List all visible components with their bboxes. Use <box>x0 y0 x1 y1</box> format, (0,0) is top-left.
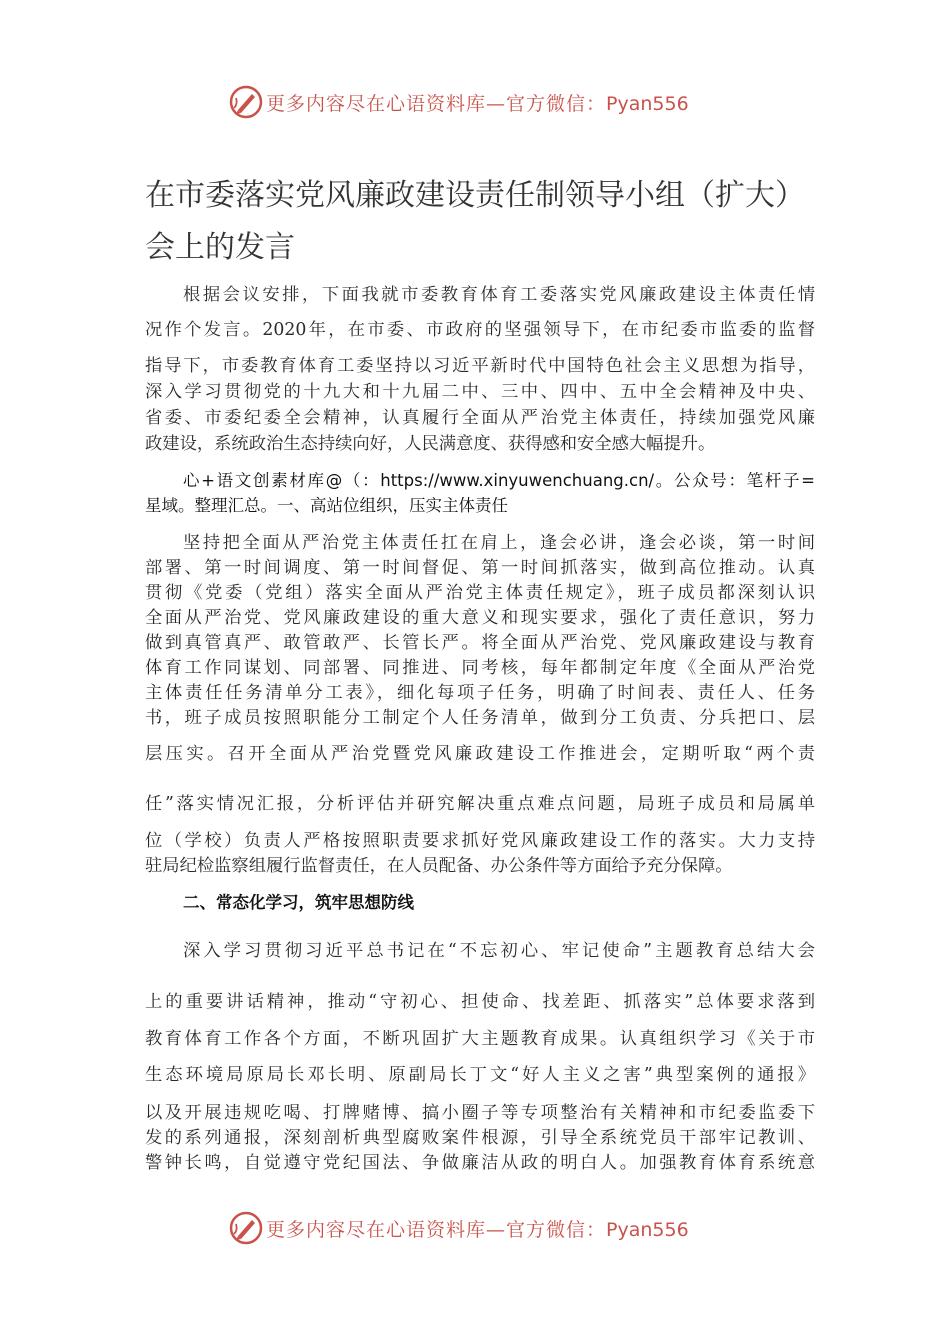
paragraph-line: 以及开展违规吃喝、打牌赌博、搞小圈子等专项整治有关精神和市纪委监委下 <box>145 1103 815 1123</box>
banner-slogan: 更多内容尽在心语资料库—官方微信： <box>266 93 607 115</box>
paragraph-line: 体育工作同谋划、同部署、同推进、同考核，每年都制定年度《全面从严治党 <box>145 658 815 678</box>
banner-handle: Pyan556 <box>606 1219 689 1241</box>
banner-slogan: 更多内容尽在心语资料库—官方微信： <box>266 1219 607 1241</box>
paragraph-line: 生态环境局原局长邓长明、原副局长丁文“好人主义之害”典型案例的通报》 <box>145 1065 815 1085</box>
section-heading-1: 星域。整理汇总。一、高站位组织，压实主体责任 <box>145 496 508 515</box>
paragraph-line: 警钟长鸣，自觉遵守党纪国法、争做廉洁从政的明白人。加强教育体育系统意 <box>145 1153 815 1173</box>
header-banner <box>0 82 950 122</box>
pen-logo-icon <box>228 84 264 120</box>
banner-text <box>266 1215 689 1242</box>
paragraph-line: 深入学习贯彻习近平总书记在“不忘初心、牢记使命”主题教育总结大会 <box>183 941 815 961</box>
paragraph-line: 贯彻《党委（党组）落实全面从严治党主体责任规定》，班子成员都深刻认识 <box>145 583 815 603</box>
paragraph-line: 省委、市委纪委全会精神，认真履行全面从严治党主体责任，持续加强党风廉 <box>145 408 815 428</box>
paragraph-line: 全面从严治党、党风廉政建设的重大意义和现实要求，强化了责任意识，努力 <box>145 608 815 628</box>
paragraph-line: 教育体育工作各个方面，不断巩固扩大主题教育成果。认真组织学习《关于市 <box>145 1029 815 1049</box>
paragraph-line: 位（学校）负责人严格按照职责要求抓好党风廉政建设工作的落实。大力支持 <box>145 831 815 851</box>
paragraph-line: 根据会议安排，下面我就市委教育体育工委落实党风廉政建设主体责任情 <box>183 285 815 305</box>
banner-handle: Pyan556 <box>606 93 689 115</box>
paragraph-line: 主体责任任务清单分工表》，细化每项子任务，明确了时间表、责任人、任务 <box>145 683 815 703</box>
paragraph-line: 做到真管真严、敢管敢严、长管长严。将全面从严治党、党风廉政建设与教育 <box>145 633 815 653</box>
paragraph-line: 指导下，市委教育体育工委坚持以习近平新时代中国特色社会主义思想为指导， <box>145 356 815 376</box>
paragraph-line: 驻局纪检监察组履行监督责任，在人员配备、办公条件等方面给予充分保障。 <box>145 856 733 876</box>
paragraph-line: 书，班子成员按照职能分工制定个人任务清单，做到分工负责、分兵把口、层 <box>145 708 815 728</box>
paragraph-line: 深入学习贯彻党的十九大和十九届二中、三中、四中、五中全会精神及中央、 <box>145 382 815 402</box>
paragraph-line: 发的系列通报，深刻剖析典型腐败案件根源，引导全系统党员干部牢记教训、 <box>145 1128 815 1148</box>
paragraph-line: 上的重要讲话精神，推动“守初心、担使命、找差距、抓落实”总体要求落到 <box>145 992 815 1012</box>
document-title: 在市委落实党风廉政建设责任制领导小组（扩大）会上的发言 <box>145 178 805 265</box>
paragraph-line: 况作个发言。2020年，在市委、市政府的坚强领导下，在市纪委市监委的监督 <box>145 320 815 340</box>
pen-logo-icon <box>228 1210 264 1246</box>
paragraph-line: 层压实。召开全面从严治党暨党风廉政建设工作推进会，定期听取“两个责 <box>145 744 815 764</box>
banner-text <box>266 89 689 116</box>
paragraph-line: 部署、第一时间调度、第一时间督促、第一时间抓落实，做到高位推动。认真 <box>145 558 815 578</box>
paragraph-line: 政建设，系统政治生态持续向好，人民满意度、获得感和安全感大幅提升。 <box>145 434 716 454</box>
paragraph-line: 任”落实情况汇报，分析评估并研究解决重点难点问题，局班子成员和局属单 <box>145 794 815 814</box>
section-heading-2: 二、常态化学习，筑牢思想防线 <box>183 893 414 912</box>
watermark-line: 心+语文创素材库@（：https://www.xinyuwenchuang.cn/。公众号：笔杆子= <box>183 471 815 490</box>
footer-banner <box>0 1208 950 1248</box>
paragraph-line: 坚持把全面从严治党主体责任扛在肩上，逢会必讲，逢会必谈，第一时间 <box>183 533 815 553</box>
